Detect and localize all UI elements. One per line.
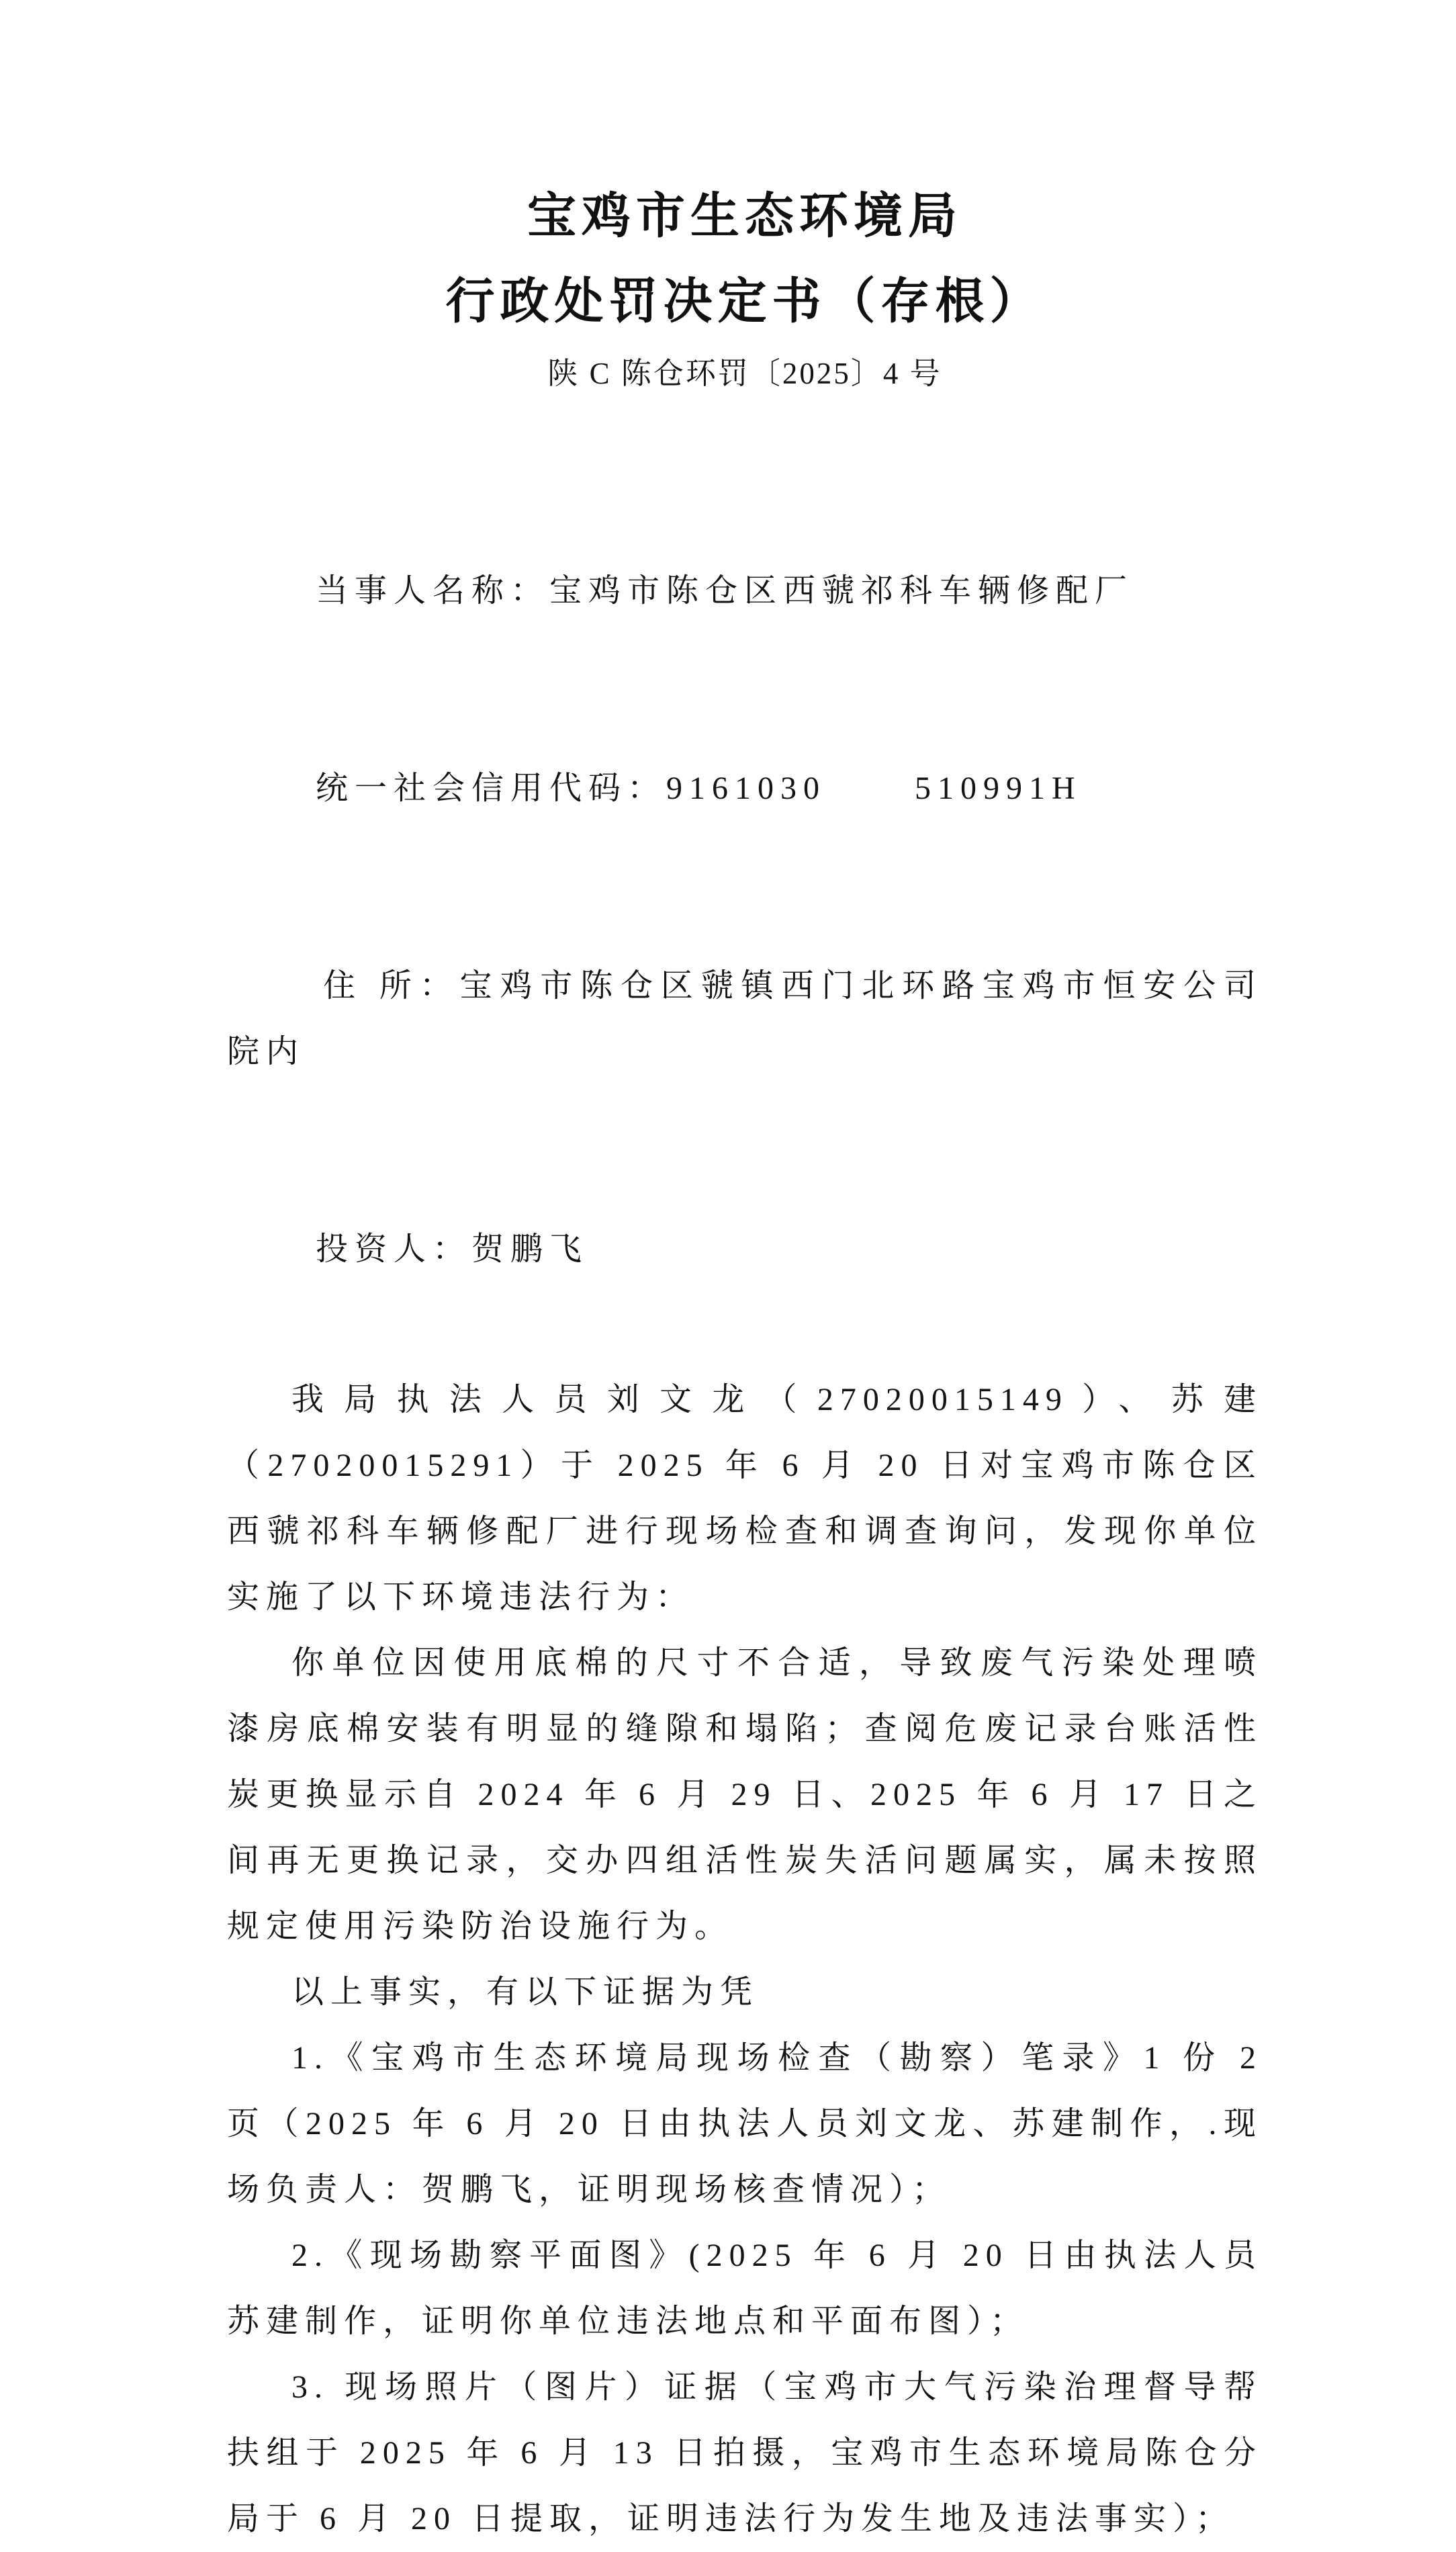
paragraph-evidence-intro: 以上事实，有以下证据为凭: [291, 1974, 760, 2010]
field-credit-code-label: 统一社会信用代码：: [316, 771, 667, 806]
evidence-item-1: 1.《宝鸡市生态环境局现场检查（勘察）笔录》1 份 2 页（2025 年 6 月 20 日由执法人员刘文龙、苏建制作，.现场负责人：贺鹏飞，证明现场核查情况）；: [227, 2040, 1277, 2207]
field-party-name-value: 宝鸡市陈仓区西虢祁科车辆修配厂: [549, 573, 1134, 609]
field-address-label: 住 所：: [323, 968, 460, 1004]
field-investor-value: 贺鹏飞: [471, 1231, 589, 1267]
paragraph-inspection-intro: 我局执法人员刘文龙（27020015149）、苏建（27020015291）于 2025 年 6 月 20 日对宝鸡市陈仓区西虢祁科车辆修配厂进行现场检查和调查询问，发现你单位实施了以下环境违法行为：: [227, 1382, 1263, 1615]
field-investor-label: 投资人：: [316, 1231, 472, 1267]
document-body: [227, 492, 1277, 2552]
paragraph-violation-facts: 你单位因使用底棉的尺寸不合适，导致废气污染处理喷漆房底棉安装有明显的缝隙和塌陷；查阅危废记录台账活性炭更换显示自 2024 年 6 月 29 日、2025 年 6 月 17 日之间再无更换记录，交办四组活性炭失活问题属实，属未按照规定使用污染防治设施行为。: [227, 1645, 1263, 1944]
field-credit-code: [227, 690, 1263, 887]
field-address-value: 宝鸡市陈仓区虢镇西门北环路宝鸡市恒安公司院内: [227, 968, 1263, 1069]
document-title-line2: 行政处罚决定书（存根）: [445, 274, 1044, 328]
evidence-item-2: 2.《现场勘察平面图》(2025 年 6 月 20 日由执法人员苏建制作，证明你单位违法地点和平面布图）；: [227, 2238, 1263, 2339]
field-party-name-label: 当事人名称：: [316, 573, 550, 609]
document-title-line1: 宝鸡市生态环境局: [527, 189, 962, 243]
field-investor: [227, 1151, 1263, 1348]
evidence-item-3: 3. 现场照片（图片）证据（宝鸡市大气污染治理督导帮扶组于 2025 年 6 月 13 日拍摄，宝鸡市生态环境局陈仓分局于 6 月 20 日提取，证明违法行为发生地及违法事实）；: [227, 2369, 1263, 2537]
field-address: [227, 887, 1263, 1151]
document-number: 陕 C 陈仓环罚〔2025〕4 号: [547, 357, 942, 390]
field-party-name: [227, 492, 1263, 690]
field-credit-code-value: 9161030 510991H: [666, 771, 1082, 806]
